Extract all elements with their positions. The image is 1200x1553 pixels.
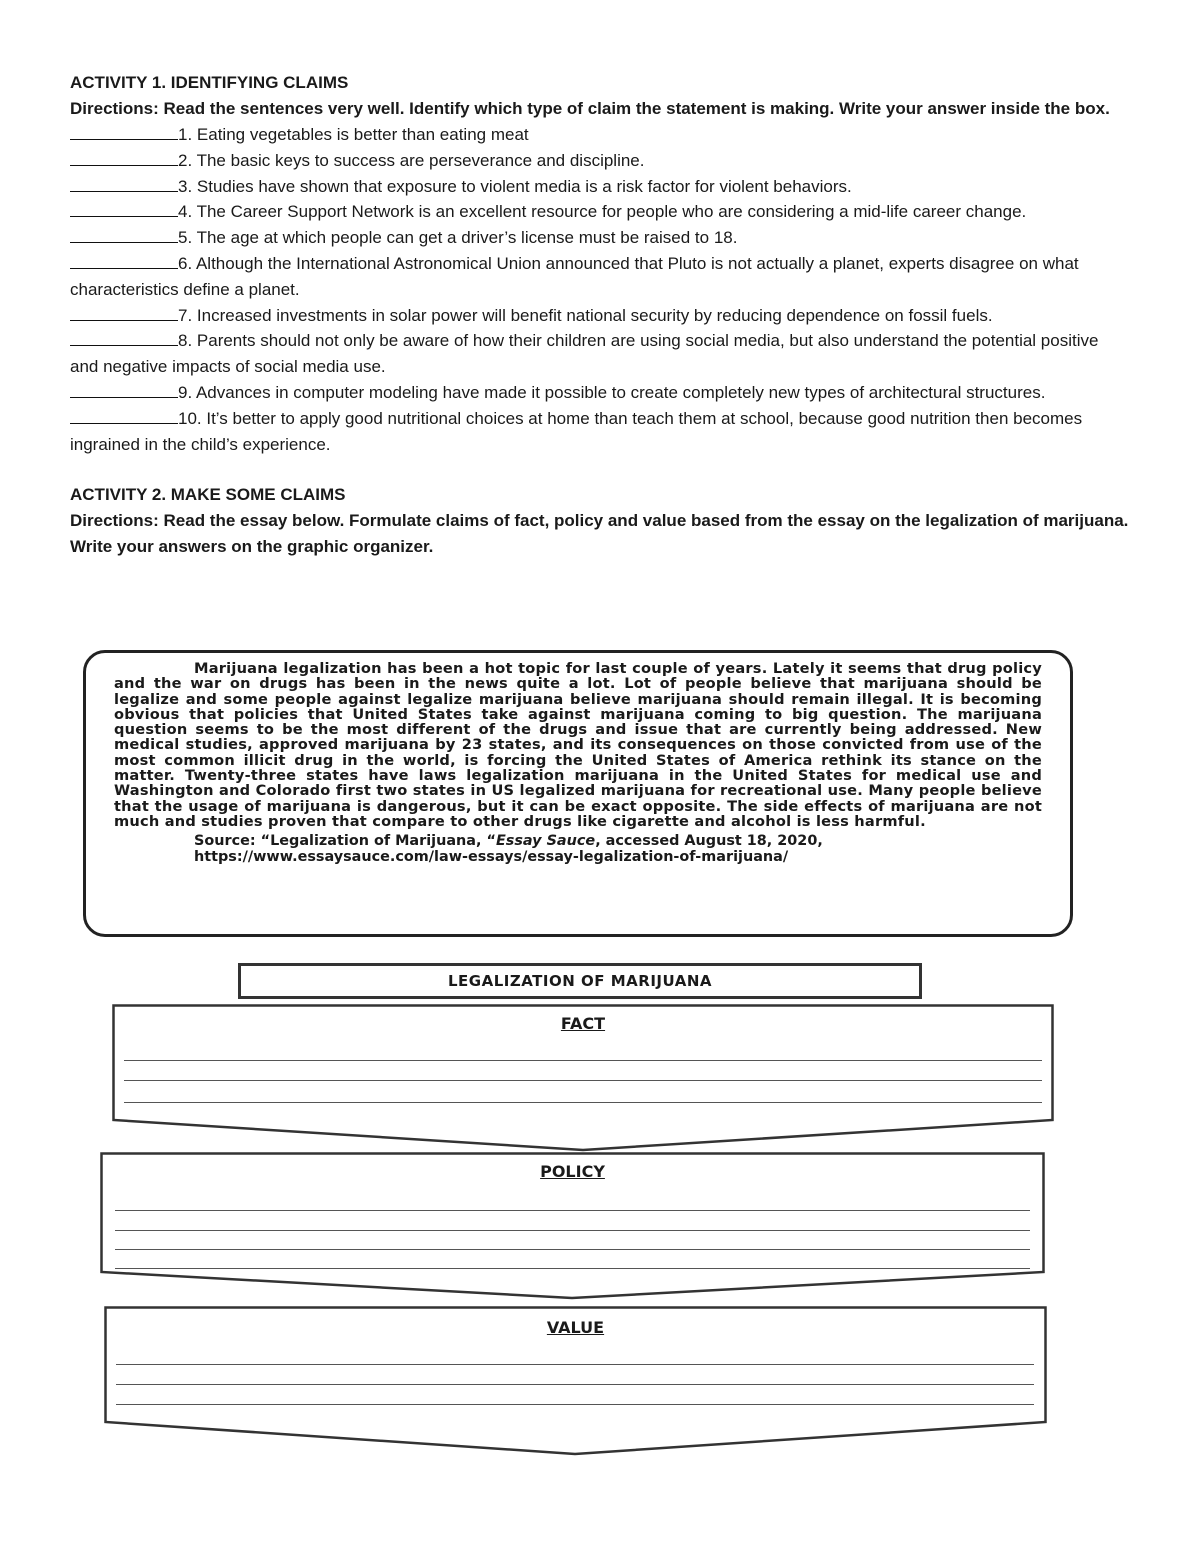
- claim-item: [70, 225, 1130, 251]
- answer-line[interactable]: [116, 1384, 1034, 1385]
- answer-line[interactable]: [115, 1210, 1030, 1211]
- answer-line[interactable]: [116, 1404, 1034, 1405]
- answer-blank[interactable]: [70, 175, 178, 192]
- claim-item: [70, 251, 1130, 303]
- answer-blank[interactable]: [70, 149, 178, 166]
- claim-item-text: 10. It’s better to apply good nutritional choices at home than teach them at school, because good nutrition then becomes ingrained in the child’s experience.: [70, 408, 1083, 454]
- claim-item-text: 2. The basic keys to success are perseverance and discipline.: [178, 150, 645, 170]
- claim-item-text: 8. Parents should not only be aware of how their children are using social media, but also understand the potential positive and negative impacts of social media use.: [70, 331, 1099, 377]
- claim-item-text: 3. Studies have shown that exposure to violent media is a risk factor for violent behaviors.: [178, 176, 852, 196]
- claim-item-text: 5. The age at which people can get a driver’s license must be raised to 18.: [178, 228, 738, 248]
- claim-item: [70, 380, 1130, 406]
- claim-item-text: 9. Advances in computer modeling have made it possible to create completely new types of architectural structures.: [178, 382, 1046, 402]
- activity-2-section: [70, 482, 1130, 560]
- source-post: , accessed August 18, 2020,: [595, 833, 823, 850]
- answer-blank[interactable]: [70, 329, 178, 346]
- claim-item: [70, 199, 1130, 225]
- fact-heading: FACT: [560, 1014, 606, 1033]
- activity-1-directions: Directions: Read the sentences very well. Identify which type of claim the statement is making. Write your answer inside the box.: [70, 99, 1110, 118]
- answer-blank[interactable]: [70, 252, 178, 269]
- answer-blank[interactable]: [70, 407, 178, 424]
- activity-1-items: [70, 122, 1130, 457]
- policy-heading: POLICY: [540, 1162, 605, 1181]
- answer-line[interactable]: [124, 1102, 1042, 1103]
- claim-item-text: 4. The Career Support Network is an excellent resource for people who are considering a mid-life career change.: [178, 202, 1027, 222]
- answer-blank[interactable]: [70, 200, 178, 217]
- claim-item-text: 7. Increased investments in solar power will benefit national security by reducing dependence on fossil fuels.: [178, 305, 993, 325]
- answer-blank[interactable]: [70, 381, 178, 398]
- policy-box: [100, 1152, 1045, 1302]
- source-url: https://www.essaysauce.com/law-essays/essay-legalization-of-marijuana/: [194, 849, 789, 866]
- claim-item: [70, 303, 1130, 329]
- claim-item: [70, 122, 1130, 148]
- activity-2-title: ACTIVITY 2. MAKE SOME CLAIMS: [70, 485, 346, 505]
- answer-line[interactable]: [116, 1364, 1034, 1365]
- activity-1-title: ACTIVITY 1. IDENTIFYING CLAIMS: [70, 73, 349, 92]
- answer-line[interactable]: [115, 1249, 1030, 1250]
- activity-2-directions: Directions: Read the essay below. Formulate claims of fact, policy and value based from the essay on the legalization of marijuana. Write your answers on the graphic organizer.: [70, 511, 1129, 557]
- activity-1-section: [70, 70, 1130, 560]
- value-box: [104, 1306, 1047, 1458]
- answer-line[interactable]: [124, 1080, 1042, 1081]
- answer-blank[interactable]: [70, 304, 178, 321]
- fact-box: [112, 1004, 1054, 1154]
- answer-line[interactable]: [124, 1060, 1042, 1061]
- source-label: Source:: [194, 833, 256, 850]
- organizer-title: LEGALIZATION OF MARIJUANA: [238, 963, 922, 999]
- answer-line[interactable]: [115, 1230, 1030, 1231]
- claim-item-text: 1. Eating vegetables is better than eating meat: [178, 125, 529, 144]
- source-title: Essay Sauce: [495, 833, 596, 850]
- answer-blank[interactable]: [70, 123, 178, 140]
- source-pre: “Legalization of Marijuana, “: [255, 833, 496, 850]
- essay-source: [194, 833, 1042, 865]
- essay-text: Marijuana legalization has been a hot topic for last couple of years. Lately it seems that drug policy and the war on drugs has been in the news quite a lot. Lot of people believe that marijuana should be legalize and some people against legalize marijuana believe marijuana should remain illegal. It is becoming obvious that policies that United States take against marijuana coming to big question. The marijuana question seems to be the most different of the drugs and issue that are currently being addressed. New medical studies, approved marijuana by 23 states, and its consequences on those convicted from use of the most common illicit drug in the world, is forcing the United States of America rethink its stance on the matter. Twenty-three states have laws legalization marijuana in the United States for medical use and Washington and Colorado first two states in US legalized marijuana for recreational use. Many people believe that the usage of marijuana is dangerous, but it can be exact opposite. The side effects of marijuana are not much and studies proven that compare to other drugs like cigarette and alcohol is less harmful.: [114, 660, 1042, 830]
- claim-item-text: 6. Although the International Astronomical Union announced that Pluto is not actually a planet, experts disagree on what characteristics define a planet.: [70, 253, 1079, 299]
- claim-item: [70, 406, 1130, 458]
- answer-blank[interactable]: [70, 226, 178, 243]
- claim-item: [70, 328, 1130, 380]
- value-heading: VALUE: [546, 1318, 605, 1337]
- answer-line[interactable]: [115, 1268, 1030, 1269]
- claim-item: [70, 148, 1130, 174]
- claim-item: [70, 174, 1130, 200]
- essay-box: [83, 650, 1073, 937]
